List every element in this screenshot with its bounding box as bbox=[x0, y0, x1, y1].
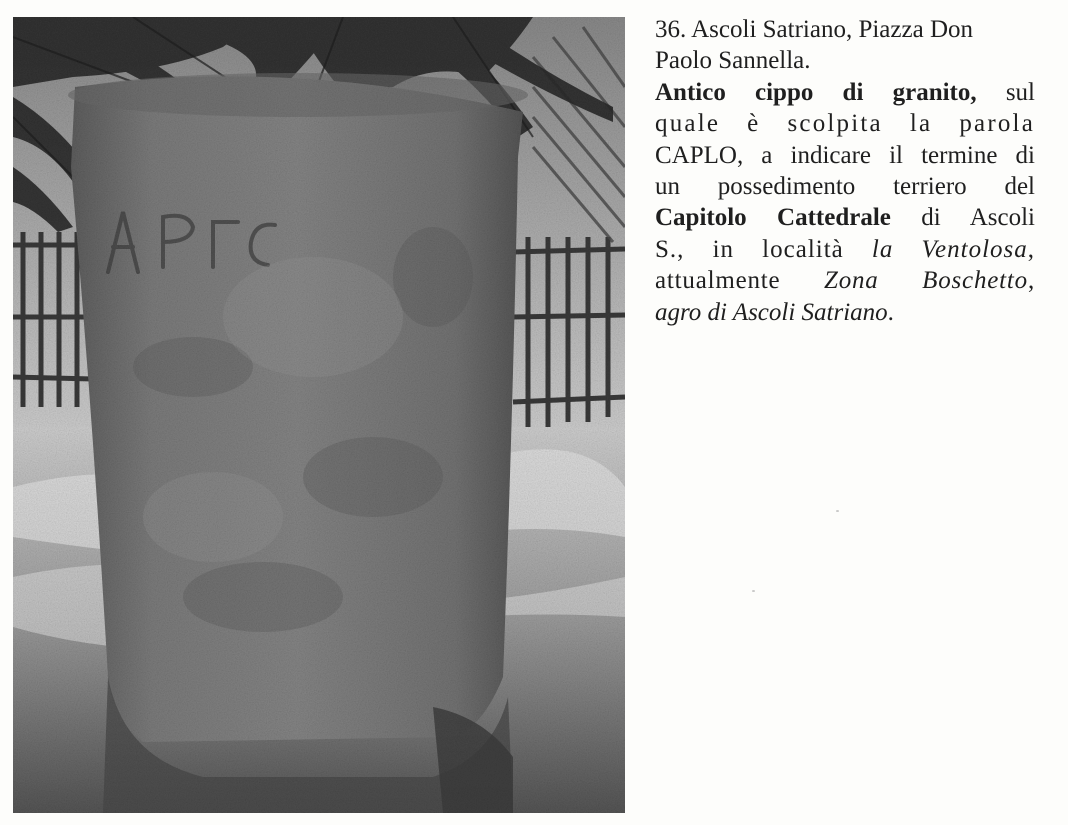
photo-caption bbox=[655, 14, 1035, 328]
caption-line-8-start: S., in località bbox=[655, 235, 872, 263]
caption-line-6: un possedimento terriero del bbox=[655, 173, 1035, 201]
scan-speck bbox=[836, 510, 839, 512]
caption-line-1: 36. Ascoli Satriano, Piazza Don bbox=[655, 16, 973, 43]
caption-line-4: quale è scolpita la parola bbox=[655, 110, 1035, 138]
caption-chapter-bold: Capitolo Cattedrale bbox=[655, 204, 891, 232]
caption-line-8-end: , bbox=[1027, 235, 1035, 263]
caption-line-8 bbox=[655, 234, 1035, 265]
caption-line-9-italic: Zona Boschetto bbox=[823, 267, 1028, 295]
caption-line-5: CAPLO, a indicare il termine di bbox=[655, 141, 1035, 169]
caption-after-chapter: di Ascoli bbox=[890, 204, 1035, 232]
caption-line-10 bbox=[655, 297, 1035, 328]
caption-line-7 bbox=[655, 202, 1035, 233]
caption-line-3 bbox=[655, 77, 1035, 108]
caption-line-2: Paolo Sannella. bbox=[655, 47, 811, 75]
caption-line-9-end: , bbox=[1027, 267, 1035, 295]
caption-line-9-start: attualmente bbox=[655, 267, 824, 295]
caption-line-10-italic: agro di Ascoli Satriano bbox=[655, 298, 888, 326]
scan-speck bbox=[752, 590, 755, 592]
caption-after-subject: sul bbox=[976, 78, 1035, 106]
cippo-photo-drawing bbox=[13, 17, 625, 813]
caption-line-9 bbox=[655, 265, 1035, 296]
cippo-photo bbox=[13, 17, 625, 813]
caption-line-10-end: . bbox=[887, 298, 894, 326]
caption-subject-bold: Antico cippo di granito, bbox=[655, 78, 977, 106]
caption-line-8-italic: la Ventolosa bbox=[871, 235, 1028, 263]
